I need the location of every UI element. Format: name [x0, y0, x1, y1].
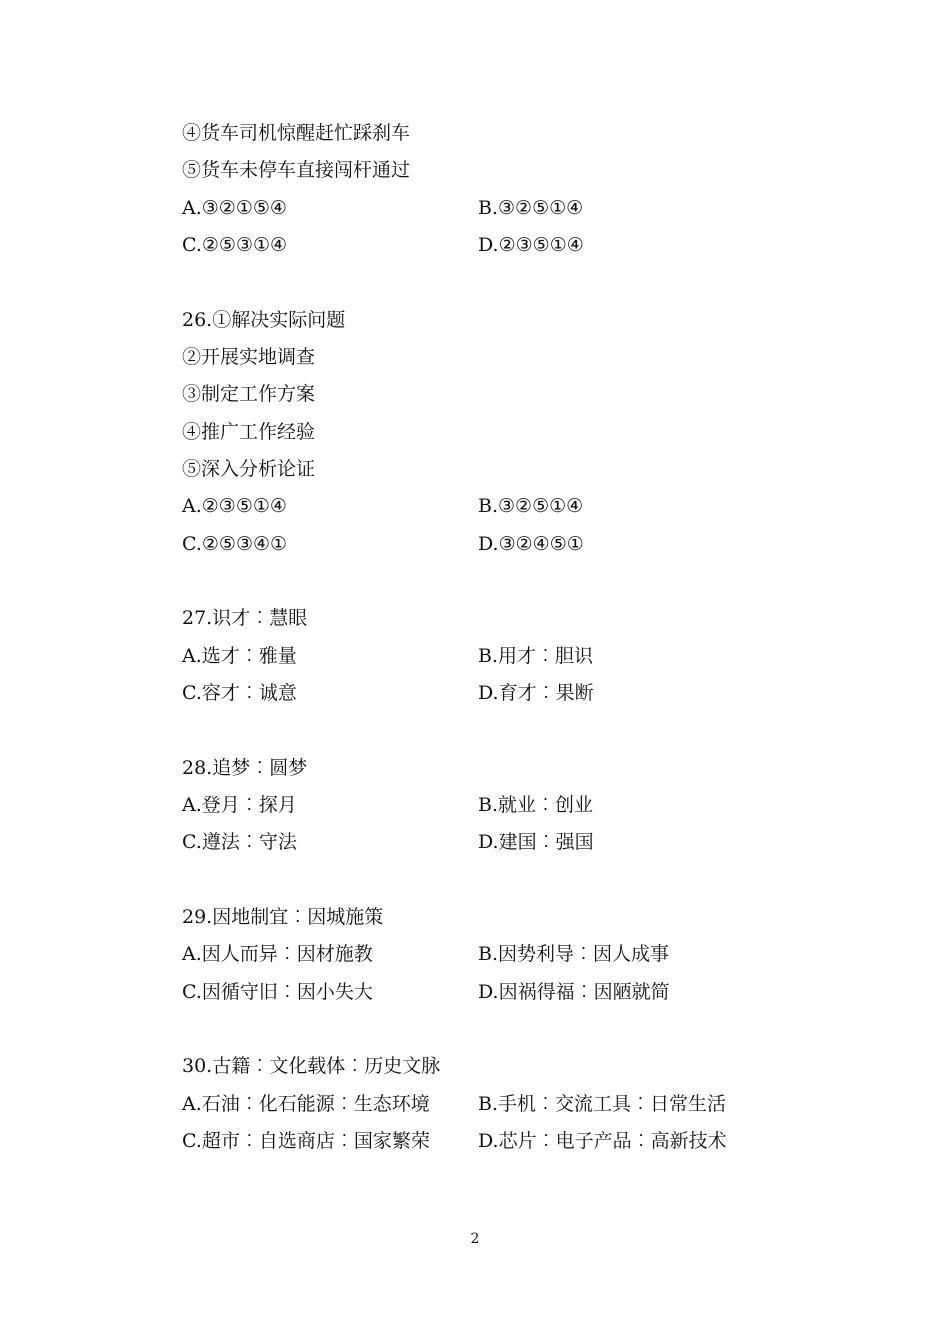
question-28-option-c: C.遵法︰守法 [182, 831, 297, 853]
question-30-option-a: A.石油︰化石能源︰生态环境 [182, 1093, 430, 1115]
question-26-option-d: D.③②④⑤① [478, 533, 584, 555]
question-25-item-5: ⑤货车未停车直接闯杆通过 [182, 159, 411, 181]
question-28-option-b: B.就业︰创业 [478, 794, 594, 816]
question-30-option-b: B.手机︰交流工具︰日常生活 [478, 1093, 727, 1115]
question-25-option-a: A.③②①⑤④ [182, 197, 287, 219]
question-26-item: ③制定工作方案 [182, 383, 316, 405]
question-25-option-d: D.②③⑤①④ [478, 234, 584, 256]
question-30-option-d: D.芯片︰电子产品︰高新技术 [478, 1130, 727, 1152]
question-26-option-b: B.③②⑤①④ [478, 495, 584, 517]
question-26-option-a: A.②③⑤①④ [182, 495, 287, 517]
question-26-item: ⑤深入分析论证 [182, 458, 316, 480]
question-29-option-c: C.因循守旧︰因小失大 [182, 981, 373, 1003]
question-28-option-d: D.建国︰强国 [478, 831, 594, 853]
question-26-stem: 26.①解决实际问题 [182, 309, 346, 331]
question-25-item-4: ④货车司机惊醒赶忙踩刹车 [182, 122, 411, 144]
question-30-stem: 30.古籍︰文化载体︰历史文脉 [182, 1055, 441, 1077]
question-26-option-c: C.②⑤③④① [182, 533, 288, 555]
page-number: 2 [470, 1231, 480, 1247]
question-29-option-b: B.因势利导︰因人成事 [478, 943, 670, 965]
question-26-item: ④推广工作经验 [182, 421, 316, 443]
question-30-option-c: C.超市︰自选商店︰国家繁荣 [182, 1130, 430, 1152]
question-29-option-d: D.因祸得福︰因陋就简 [478, 981, 670, 1003]
question-28-option-a: A.登月︰探月 [182, 794, 297, 816]
question-27-option-b: B.用才︰胆识 [478, 645, 594, 667]
question-25-option-b: B.③②⑤①④ [478, 197, 584, 219]
question-27-option-a: A.选才︰雅量 [182, 645, 297, 667]
question-29-option-a: A.因人而异︰因材施教 [182, 943, 373, 965]
question-28-stem: 28.追梦︰圆梦 [182, 757, 308, 779]
question-29-stem: 29.因地制宜︰因城施策 [182, 906, 384, 928]
question-27-stem: 27.识才︰慧眼 [182, 607, 308, 629]
question-26-item: ②开展实地调查 [182, 346, 316, 368]
question-27-option-c: C.容才︰诚意 [182, 682, 297, 704]
question-25-option-c: C.②⑤③①④ [182, 234, 288, 256]
question-27-option-d: D.育才︰果断 [478, 682, 594, 704]
